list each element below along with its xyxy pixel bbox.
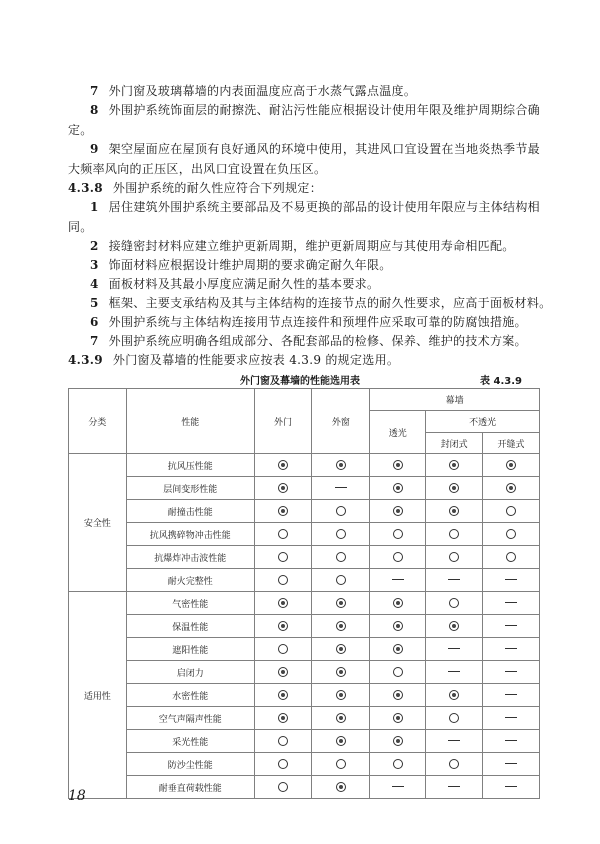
header-opaque: 不透光 [426, 411, 540, 433]
mark-cell [312, 684, 370, 707]
table-row [69, 500, 540, 523]
item-5 [68, 294, 562, 314]
circle-icon [278, 529, 288, 539]
circle-icon [393, 529, 403, 539]
section-text: 外门窗及幕墙的性能要求应按表 4.3.9 的规定选用。 [112, 353, 400, 367]
dash-icon [448, 786, 460, 787]
dash-icon [448, 671, 460, 672]
mark-cell [370, 615, 426, 638]
double-circle-icon [336, 690, 346, 700]
header-performance: 性能 [126, 389, 254, 454]
mark-cell [426, 707, 483, 730]
dash-icon [448, 579, 460, 580]
mark-cell [370, 661, 426, 684]
section-4-3-8 [68, 179, 540, 199]
dash-icon [392, 579, 404, 580]
double-circle-icon [393, 483, 403, 493]
performance-cell: 抗风携碎物冲击性能 [126, 523, 254, 546]
double-circle-icon [336, 667, 346, 677]
mark-cell [312, 707, 370, 730]
mark-cell [254, 592, 312, 615]
circle-icon [278, 759, 288, 769]
mark-cell [483, 730, 540, 753]
mark-cell [254, 753, 312, 776]
double-circle-icon [393, 690, 403, 700]
header-transparent: 透光 [370, 411, 426, 454]
mark-cell [370, 454, 426, 477]
circle-icon [278, 782, 288, 792]
mark-cell [254, 776, 312, 799]
mark-cell [312, 753, 370, 776]
mark-cell [370, 684, 426, 707]
mark-cell [312, 776, 370, 799]
table-label: 表 4.3.9 [480, 376, 522, 387]
mark-cell [254, 454, 312, 477]
double-circle-icon [449, 460, 459, 470]
mark-cell [426, 753, 483, 776]
table-row [69, 753, 540, 776]
item-text: 框架、主要支承结构及其与主体结构的连接节点的耐久性要求，应高于面板材料。 [108, 296, 552, 310]
mark-cell [426, 546, 483, 569]
item-number: 7 [90, 334, 99, 348]
double-circle-icon [506, 460, 516, 470]
mark-cell [370, 638, 426, 661]
mark-cell [426, 569, 483, 592]
mark-cell [483, 523, 540, 546]
mark-cell [254, 707, 312, 730]
circle-icon [336, 575, 346, 585]
header-closed: 封闭式 [426, 433, 483, 454]
double-circle-icon [506, 483, 516, 493]
circle-icon [393, 759, 403, 769]
double-circle-icon [393, 506, 403, 516]
mark-cell [370, 523, 426, 546]
mark-cell [254, 661, 312, 684]
dash-icon [505, 625, 517, 626]
item-number: 6 [90, 315, 99, 329]
double-circle-icon [278, 713, 288, 723]
mark-cell [483, 776, 540, 799]
circle-icon [449, 713, 459, 723]
item-text: 饰面材料应根据设计维护周期的要求确定耐久年限。 [108, 258, 392, 272]
circle-icon [336, 759, 346, 769]
mark-cell [312, 615, 370, 638]
mark-cell [370, 592, 426, 615]
table-row [69, 523, 540, 546]
circle-icon [336, 529, 346, 539]
mark-cell [426, 523, 483, 546]
performance-cell: 启闭力 [126, 661, 254, 684]
dash-icon [335, 487, 347, 488]
mark-cell [370, 477, 426, 500]
performance-cell: 遮阳性能 [126, 638, 254, 661]
item-number: 4 [90, 277, 99, 291]
double-circle-icon [393, 713, 403, 723]
circle-icon [336, 506, 346, 516]
double-circle-icon [449, 506, 459, 516]
dash-icon [505, 694, 517, 695]
clause-number: 7 [90, 84, 99, 98]
table-row [69, 546, 540, 569]
header-door: 外门 [254, 389, 312, 454]
circle-icon [449, 598, 459, 608]
item-6 [68, 313, 562, 333]
performance-cell: 空气声隔声性能 [126, 707, 254, 730]
mark-cell [426, 500, 483, 523]
performance-cell: 抗风压性能 [126, 454, 254, 477]
circle-icon [393, 552, 403, 562]
table-title: 外门窗及幕墙的性能选用表 [240, 376, 360, 387]
mark-cell [426, 638, 483, 661]
circle-icon [278, 575, 288, 585]
item-3 [68, 256, 562, 276]
item-4 [68, 275, 562, 295]
performance-cell: 保温性能 [126, 615, 254, 638]
header-category: 分类 [69, 389, 127, 454]
mark-cell [483, 615, 540, 638]
double-circle-icon [336, 782, 346, 792]
double-circle-icon [336, 598, 346, 608]
double-circle-icon [278, 690, 288, 700]
double-circle-icon [449, 690, 459, 700]
mark-cell [312, 569, 370, 592]
double-circle-icon [393, 460, 403, 470]
circle-icon [393, 667, 403, 677]
dash-icon [505, 648, 517, 649]
section-number: 4.3.9 [68, 353, 103, 367]
mark-cell [370, 707, 426, 730]
performance-cell: 耐撞击性能 [126, 500, 254, 523]
double-circle-icon [393, 644, 403, 654]
clause-9 [68, 140, 540, 179]
mark-cell [312, 523, 370, 546]
page-number: 18 [68, 788, 86, 804]
item-7 [68, 332, 562, 352]
section-text: 外围护系统的耐久性应符合下列规定： [112, 181, 323, 195]
mark-cell [483, 454, 540, 477]
dash-icon [505, 671, 517, 672]
mark-cell [426, 730, 483, 753]
mark-cell [312, 500, 370, 523]
clause-text: 外围护系统饰面层的耐擦洗、耐沾污性能应根据设计使用年限及维护周期综合确定。 [68, 103, 540, 137]
clause-number: 9 [90, 142, 99, 156]
mark-cell [254, 477, 312, 500]
mark-cell [370, 776, 426, 799]
double-circle-icon [278, 483, 288, 493]
mark-cell [370, 546, 426, 569]
item-text: 外围护系统与主体结构连接用节点连接件和预埋件应采取可靠的防腐蚀措施。 [108, 315, 527, 329]
mark-cell [312, 661, 370, 684]
double-circle-icon [336, 621, 346, 631]
circle-icon [449, 529, 459, 539]
clause-text: 架空屋面应在屋顶有良好通风的环境中使用，其进风口宜设置在当地炎热季节最大频率风向的正压区，出风口宜设置在负压区。 [68, 142, 540, 176]
table-row [69, 661, 540, 684]
performance-cell: 防沙尘性能 [126, 753, 254, 776]
dash-icon [505, 579, 517, 580]
circle-icon [278, 736, 288, 746]
mark-cell [483, 546, 540, 569]
mark-cell [483, 684, 540, 707]
mark-cell [370, 500, 426, 523]
mark-cell [312, 546, 370, 569]
item-text: 面板材料及其最小厚度应满足耐久性的基本要求。 [108, 277, 380, 291]
circle-icon [506, 529, 516, 539]
mark-cell [426, 776, 483, 799]
mark-cell [426, 592, 483, 615]
table-row [69, 592, 540, 615]
circle-icon [278, 644, 288, 654]
mark-cell [312, 730, 370, 753]
performance-table [68, 388, 540, 799]
table-row [69, 707, 540, 730]
performance-cell: 耐垂直荷载性能 [126, 776, 254, 799]
item-2 [68, 237, 562, 257]
table-row [69, 776, 540, 799]
item-number: 3 [90, 258, 99, 272]
mark-cell [312, 592, 370, 615]
performance-cell: 气密性能 [126, 592, 254, 615]
double-circle-icon [393, 598, 403, 608]
table-body [69, 454, 540, 799]
circle-icon [336, 552, 346, 562]
double-circle-icon [336, 713, 346, 723]
mark-cell [370, 730, 426, 753]
double-circle-icon [336, 736, 346, 746]
clause-number: 8 [90, 103, 99, 117]
mark-cell [426, 477, 483, 500]
mark-cell [483, 707, 540, 730]
circle-icon [449, 552, 459, 562]
header-curtain-wall: 幕墙 [370, 389, 540, 411]
section-number: 4.3.8 [68, 181, 103, 195]
mark-cell [254, 730, 312, 753]
mark-cell [483, 569, 540, 592]
clause-text: 外门窗及玻璃幕墙的内表面温度应高于水蒸气露点温度。 [108, 84, 417, 98]
mark-cell [312, 638, 370, 661]
double-circle-icon [336, 460, 346, 470]
clause-8 [68, 101, 540, 140]
performance-cell: 抗爆炸冲击波性能 [126, 546, 254, 569]
mark-cell [483, 638, 540, 661]
dash-icon [505, 786, 517, 787]
mark-cell [426, 454, 483, 477]
mark-cell [254, 638, 312, 661]
section-4-3-9 [68, 351, 540, 371]
mark-cell [426, 615, 483, 638]
circle-icon [278, 552, 288, 562]
double-circle-icon [393, 736, 403, 746]
dash-icon [392, 786, 404, 787]
table-row [69, 730, 540, 753]
mark-cell [483, 500, 540, 523]
dash-icon [448, 740, 460, 741]
double-circle-icon [278, 460, 288, 470]
table-row [69, 684, 540, 707]
double-circle-icon [278, 598, 288, 608]
mark-cell [312, 454, 370, 477]
table-row [69, 477, 540, 500]
mark-cell [254, 500, 312, 523]
mark-cell [426, 684, 483, 707]
item-1 [68, 198, 540, 237]
mark-cell [254, 546, 312, 569]
performance-cell: 耐火完整性 [126, 569, 254, 592]
mark-cell [254, 615, 312, 638]
item-text: 接缝密封材料应建立维护更新周期，维护更新周期应与其使用寿命相匹配。 [108, 239, 515, 253]
double-circle-icon [278, 667, 288, 677]
item-text: 居住建筑外围护系统主要部品及不易更换的部品的设计使用年限应与主体结构相同。 [68, 200, 540, 234]
performance-cell: 层间变形性能 [126, 477, 254, 500]
mark-cell [312, 477, 370, 500]
header-window: 外窗 [312, 389, 370, 454]
mark-cell [254, 523, 312, 546]
circle-icon [506, 506, 516, 516]
item-number: 5 [90, 296, 99, 310]
double-circle-icon [449, 483, 459, 493]
double-circle-icon [336, 644, 346, 654]
mark-cell [254, 684, 312, 707]
table-row [69, 569, 540, 592]
item-text: 外围护系统应明确各组成部分、各配套部品的检修、保养、维护的技术方案。 [108, 334, 527, 348]
item-number: 1 [90, 200, 99, 214]
dash-icon [505, 602, 517, 603]
table-row [69, 454, 540, 477]
circle-icon [506, 552, 516, 562]
mark-cell [426, 661, 483, 684]
double-circle-icon [393, 621, 403, 631]
clause-7 [68, 82, 562, 102]
category-cell: 适用性 [69, 592, 127, 799]
mark-cell [483, 477, 540, 500]
mark-cell [483, 592, 540, 615]
header-open-joint: 开缝式 [483, 433, 540, 454]
table-row [69, 638, 540, 661]
double-circle-icon [449, 621, 459, 631]
table-row [69, 615, 540, 638]
double-circle-icon [278, 621, 288, 631]
dash-icon [505, 717, 517, 718]
mark-cell [483, 661, 540, 684]
mark-cell [254, 569, 312, 592]
category-cell: 安全性 [69, 454, 127, 592]
dash-icon [505, 740, 517, 741]
circle-icon [449, 759, 459, 769]
mark-cell [370, 569, 426, 592]
item-number: 2 [90, 239, 99, 253]
mark-cell [483, 753, 540, 776]
performance-cell: 水密性能 [126, 684, 254, 707]
dash-icon [448, 648, 460, 649]
double-circle-icon [278, 506, 288, 516]
performance-cell: 采光性能 [126, 730, 254, 753]
mark-cell [370, 753, 426, 776]
dash-icon [505, 763, 517, 764]
